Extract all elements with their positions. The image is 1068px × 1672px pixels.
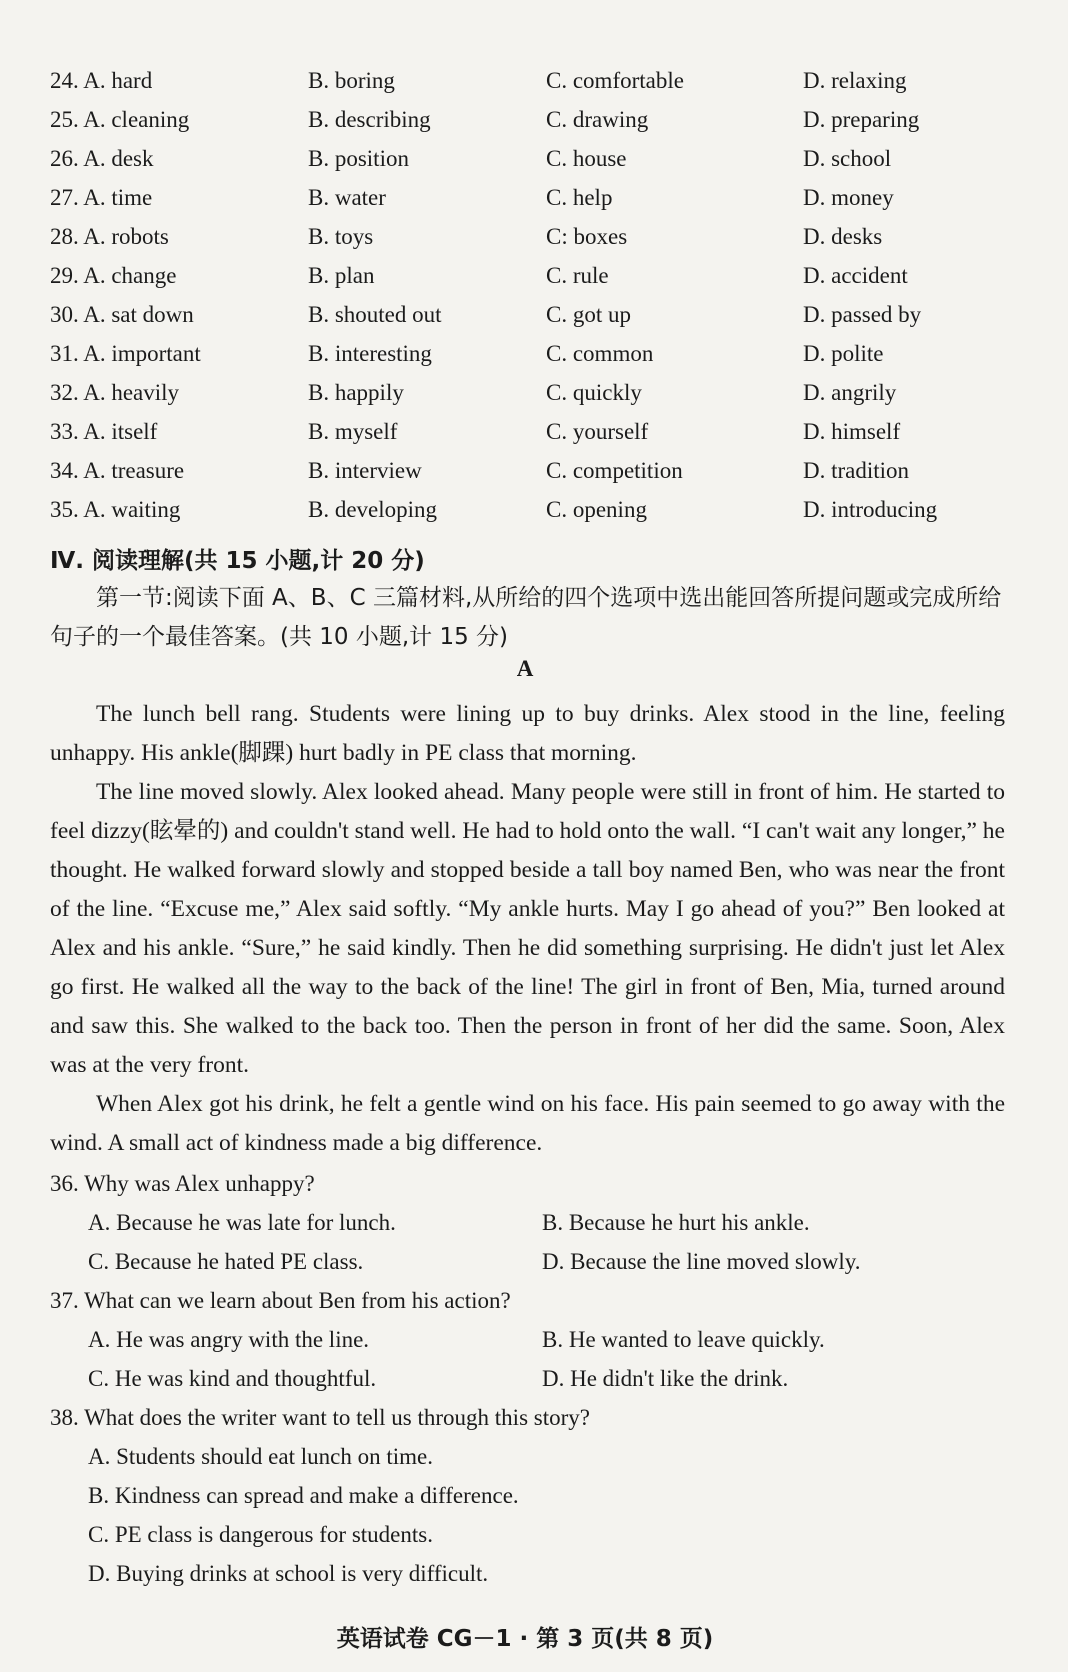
answer-option-d: D. He didn't like the drink. [542, 1366, 789, 1391]
option-b: B. interview [308, 458, 422, 483]
passage-body [50, 695, 1005, 1163]
passage-paragraph: The lunch bell rang. Students were lining up to buy drinks. Alex stood in the line, feeling unhappy. His ankle(脚踝) hurt badly in PE class that morning. [50, 701, 1005, 766]
option-row-28 [50, 224, 1010, 263]
answer-option-c: C. Because he hated PE class. [88, 1249, 364, 1274]
answer-option-b: B. He wanted to leave quickly. [542, 1327, 825, 1352]
option-b: B. toys [308, 224, 374, 249]
option-b: B. myself [308, 419, 398, 444]
option-row-34 [50, 458, 1010, 497]
option-d: D. himself [803, 419, 901, 444]
answer-option-b: B. Kindness can spread and make a difference. [88, 1483, 519, 1508]
option-c: C: boxes [546, 224, 628, 249]
option-b: B. position [308, 146, 409, 171]
option-a: 34. A. treasure [50, 458, 185, 483]
option-c: C. rule [546, 263, 609, 288]
option-b: B. interesting [308, 341, 432, 366]
page-footer: 英语试卷 CG－1 · 第 3 页(共 8 页) [336, 1626, 714, 1652]
answer-option-d: D. Because the line moved slowly. [542, 1249, 861, 1274]
option-row-29 [50, 263, 1010, 302]
option-d: D. desks [803, 224, 883, 249]
option-row-35 [50, 497, 1010, 536]
option-d: D. money [803, 185, 894, 210]
option-d: D. school [803, 146, 892, 171]
option-c: C. help [546, 185, 613, 210]
option-a: 31. A. important [50, 341, 201, 366]
option-b: B. describing [308, 107, 431, 132]
option-row-32 [50, 380, 1010, 419]
option-c: C. yourself [546, 419, 649, 444]
option-a: 28. A. robots [50, 224, 169, 249]
answer-option-b: B. Because he hurt his ankle. [542, 1210, 810, 1235]
option-d: D. accident [803, 263, 908, 288]
option-c: C. opening [546, 497, 647, 522]
option-row-27 [50, 185, 1010, 224]
answer-option-a: A. Because he was late for lunch. [88, 1210, 396, 1235]
option-d: D. preparing [803, 107, 920, 132]
option-row-33 [50, 419, 1010, 458]
option-row-26 [50, 146, 1010, 185]
passage-paragraph: The line moved slowly. Alex looked ahead. Many people were still in front of him. He started to feel dizzy(眩晕的) and couldn't stand well. He had to hold onto the wall. “I can't wait any longer,” he thought. He walked forward slowly and stopped beside a tall boy named Ben, who was near the front of the line. “Excuse me,” Alex said softly. “My ankle hurts. May I go ahead of you?” Ben looked at Alex and his ankle. “Sure,” he said kindly. Then he did something surprising. He didn't just let Alex go first. He walked all the way to the back of the line! The girl in front of Ben, Mia, turned around and saw this. She walked to the back too. Then the person in front of her did the same. Soon, Alex was at the very front. [50, 779, 1005, 1078]
question-stem-37: 37. What can we learn about Ben from his action? [50, 1288, 511, 1313]
option-a: 33. A. itself [50, 419, 158, 444]
question-options-row [50, 1203, 1005, 1242]
option-d: D. relaxing [803, 68, 907, 93]
option-a: 35. A. waiting [50, 497, 181, 522]
answer-option-a: A. Students should eat lunch on time. [88, 1444, 433, 1469]
option-c: C. drawing [546, 107, 649, 132]
option-row-30 [50, 302, 1010, 341]
option-c: C. comfortable [546, 68, 684, 93]
option-d: D. introducing [803, 497, 938, 522]
question-options-row [50, 1242, 1005, 1281]
option-c: C. common [546, 341, 654, 366]
option-a: 25. A. cleaning [50, 107, 190, 132]
option-b: B. boring [308, 68, 395, 93]
option-row-31 [50, 341, 1010, 380]
option-b: B. shouted out [308, 302, 442, 327]
section-instructions: 第一节:阅读下面 A、B、C 三篇材料,从所给的四个选项中选出能回答所提问题或完成所给句子的一个最佳答案。(共 10 小题,计 15 分) [50, 585, 1002, 650]
answer-option-c: C. PE class is dangerous for students. [88, 1522, 433, 1547]
passage-title: A [516, 656, 534, 681]
option-a: 29. A. change [50, 263, 177, 288]
option-b: B. developing [308, 497, 438, 522]
option-a: 32. A. heavily [50, 380, 180, 405]
option-row-24 [50, 68, 1010, 107]
option-d: D. angrily [803, 380, 897, 405]
option-d: D. passed by [803, 302, 922, 327]
option-d: D. polite [803, 341, 884, 366]
questions [50, 1164, 1005, 1593]
option-a: 27. A. time [50, 185, 153, 210]
answer-option-c: C. He was kind and thoughtful. [88, 1366, 377, 1391]
option-row-25 [50, 107, 1010, 146]
option-c: C. house [546, 146, 627, 171]
question-options-row [50, 1320, 1005, 1359]
option-a: 26. A. desk [50, 146, 154, 171]
option-b: B. happily [308, 380, 404, 405]
question-stem-38: 38. What does the writer want to tell us through this story? [50, 1405, 590, 1430]
option-c: C. quickly [546, 380, 642, 405]
cloze-options-table [50, 68, 1010, 536]
question-options-row [50, 1359, 1005, 1398]
answer-option-d: D. Buying drinks at school is very difficult. [88, 1561, 489, 1586]
option-a: 30. A. sat down [50, 302, 194, 327]
answer-option-a: A. He was angry with the line. [88, 1327, 370, 1352]
option-a: 24. A. hard [50, 68, 153, 93]
passage-paragraph: When Alex got his drink, he felt a gentle wind on his face. His pain seemed to go away with the wind. A small act of kindness made a big difference. [50, 1091, 1005, 1156]
option-d: D. tradition [803, 458, 910, 483]
option-b: B. water [308, 185, 386, 210]
option-c: C. competition [546, 458, 683, 483]
section-heading: Ⅳ. 阅读理解(共 15 小题,计 20 分) [50, 548, 425, 574]
question-stem-36: 36. Why was Alex unhappy? [50, 1171, 315, 1196]
option-c: C. got up [546, 302, 631, 327]
option-b: B. plan [308, 263, 375, 288]
